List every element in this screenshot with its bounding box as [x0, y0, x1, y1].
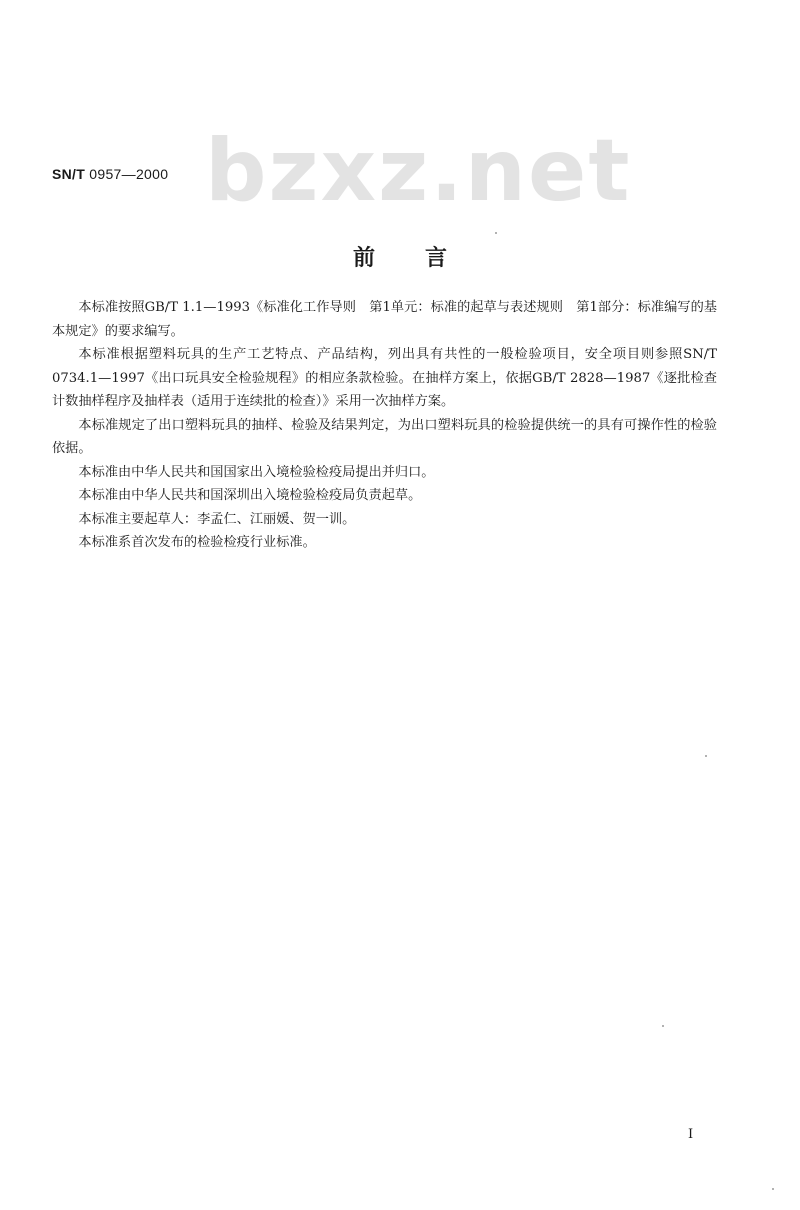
standard-code — [52, 166, 168, 182]
paragraph-drafters: 本标准主要起草人：李孟仁、江丽媛、贺一训。 — [78, 511, 356, 527]
paragraph-drafting-basis: 本标准按照GB/T 1.1—1993《标准化工作导则 第1单元：标准的起草与表述规则 第1部分：标准编写的基本规定》的要求编写。 — [52, 300, 717, 339]
scan-speck — [495, 232, 497, 234]
paragraph-inspection-items: 本标准根据塑料玩具的生产工艺特点、产品结构，列出具有共性的一般检验项目，安全项目则参照SN/T 0734.1—1997《出口玩具安全检验规程》的相应条款检验。在抽样方案上，依据GB/T 2828—1987《逐批检查计数抽样程序及抽样表（适用于连续批的检查）》采用一次抽样方案。 — [52, 347, 717, 409]
standard-code-prefix: SN/T — [52, 166, 86, 182]
foreword-body — [52, 296, 717, 555]
paragraph-first-release: 本标准系首次发布的检验检疫行业标准。 — [78, 535, 316, 550]
paragraph-scope: 本标准规定了出口塑料玩具的抽样、检验及结果判定，为出口塑料玩具的检验提供统一的具有可操作性的检验依据。 — [52, 417, 717, 456]
page-title: 前言 — [352, 246, 497, 271]
watermark-logo: bzxz.net — [205, 121, 632, 221]
scan-speck — [772, 1188, 774, 1190]
scan-speck — [705, 755, 707, 757]
scan-speck — [662, 1025, 664, 1027]
page-number: I — [688, 1127, 694, 1142]
paragraph-proposer: 本标准由中华人民共和国国家出入境检验检疫局提出并归口。 — [78, 464, 435, 480]
standard-code-number: 0957—2000 — [89, 166, 169, 182]
paragraph-drafting-unit: 本标准由中华人民共和国深圳出入境检验检疫局负责起草。 — [78, 488, 422, 503]
